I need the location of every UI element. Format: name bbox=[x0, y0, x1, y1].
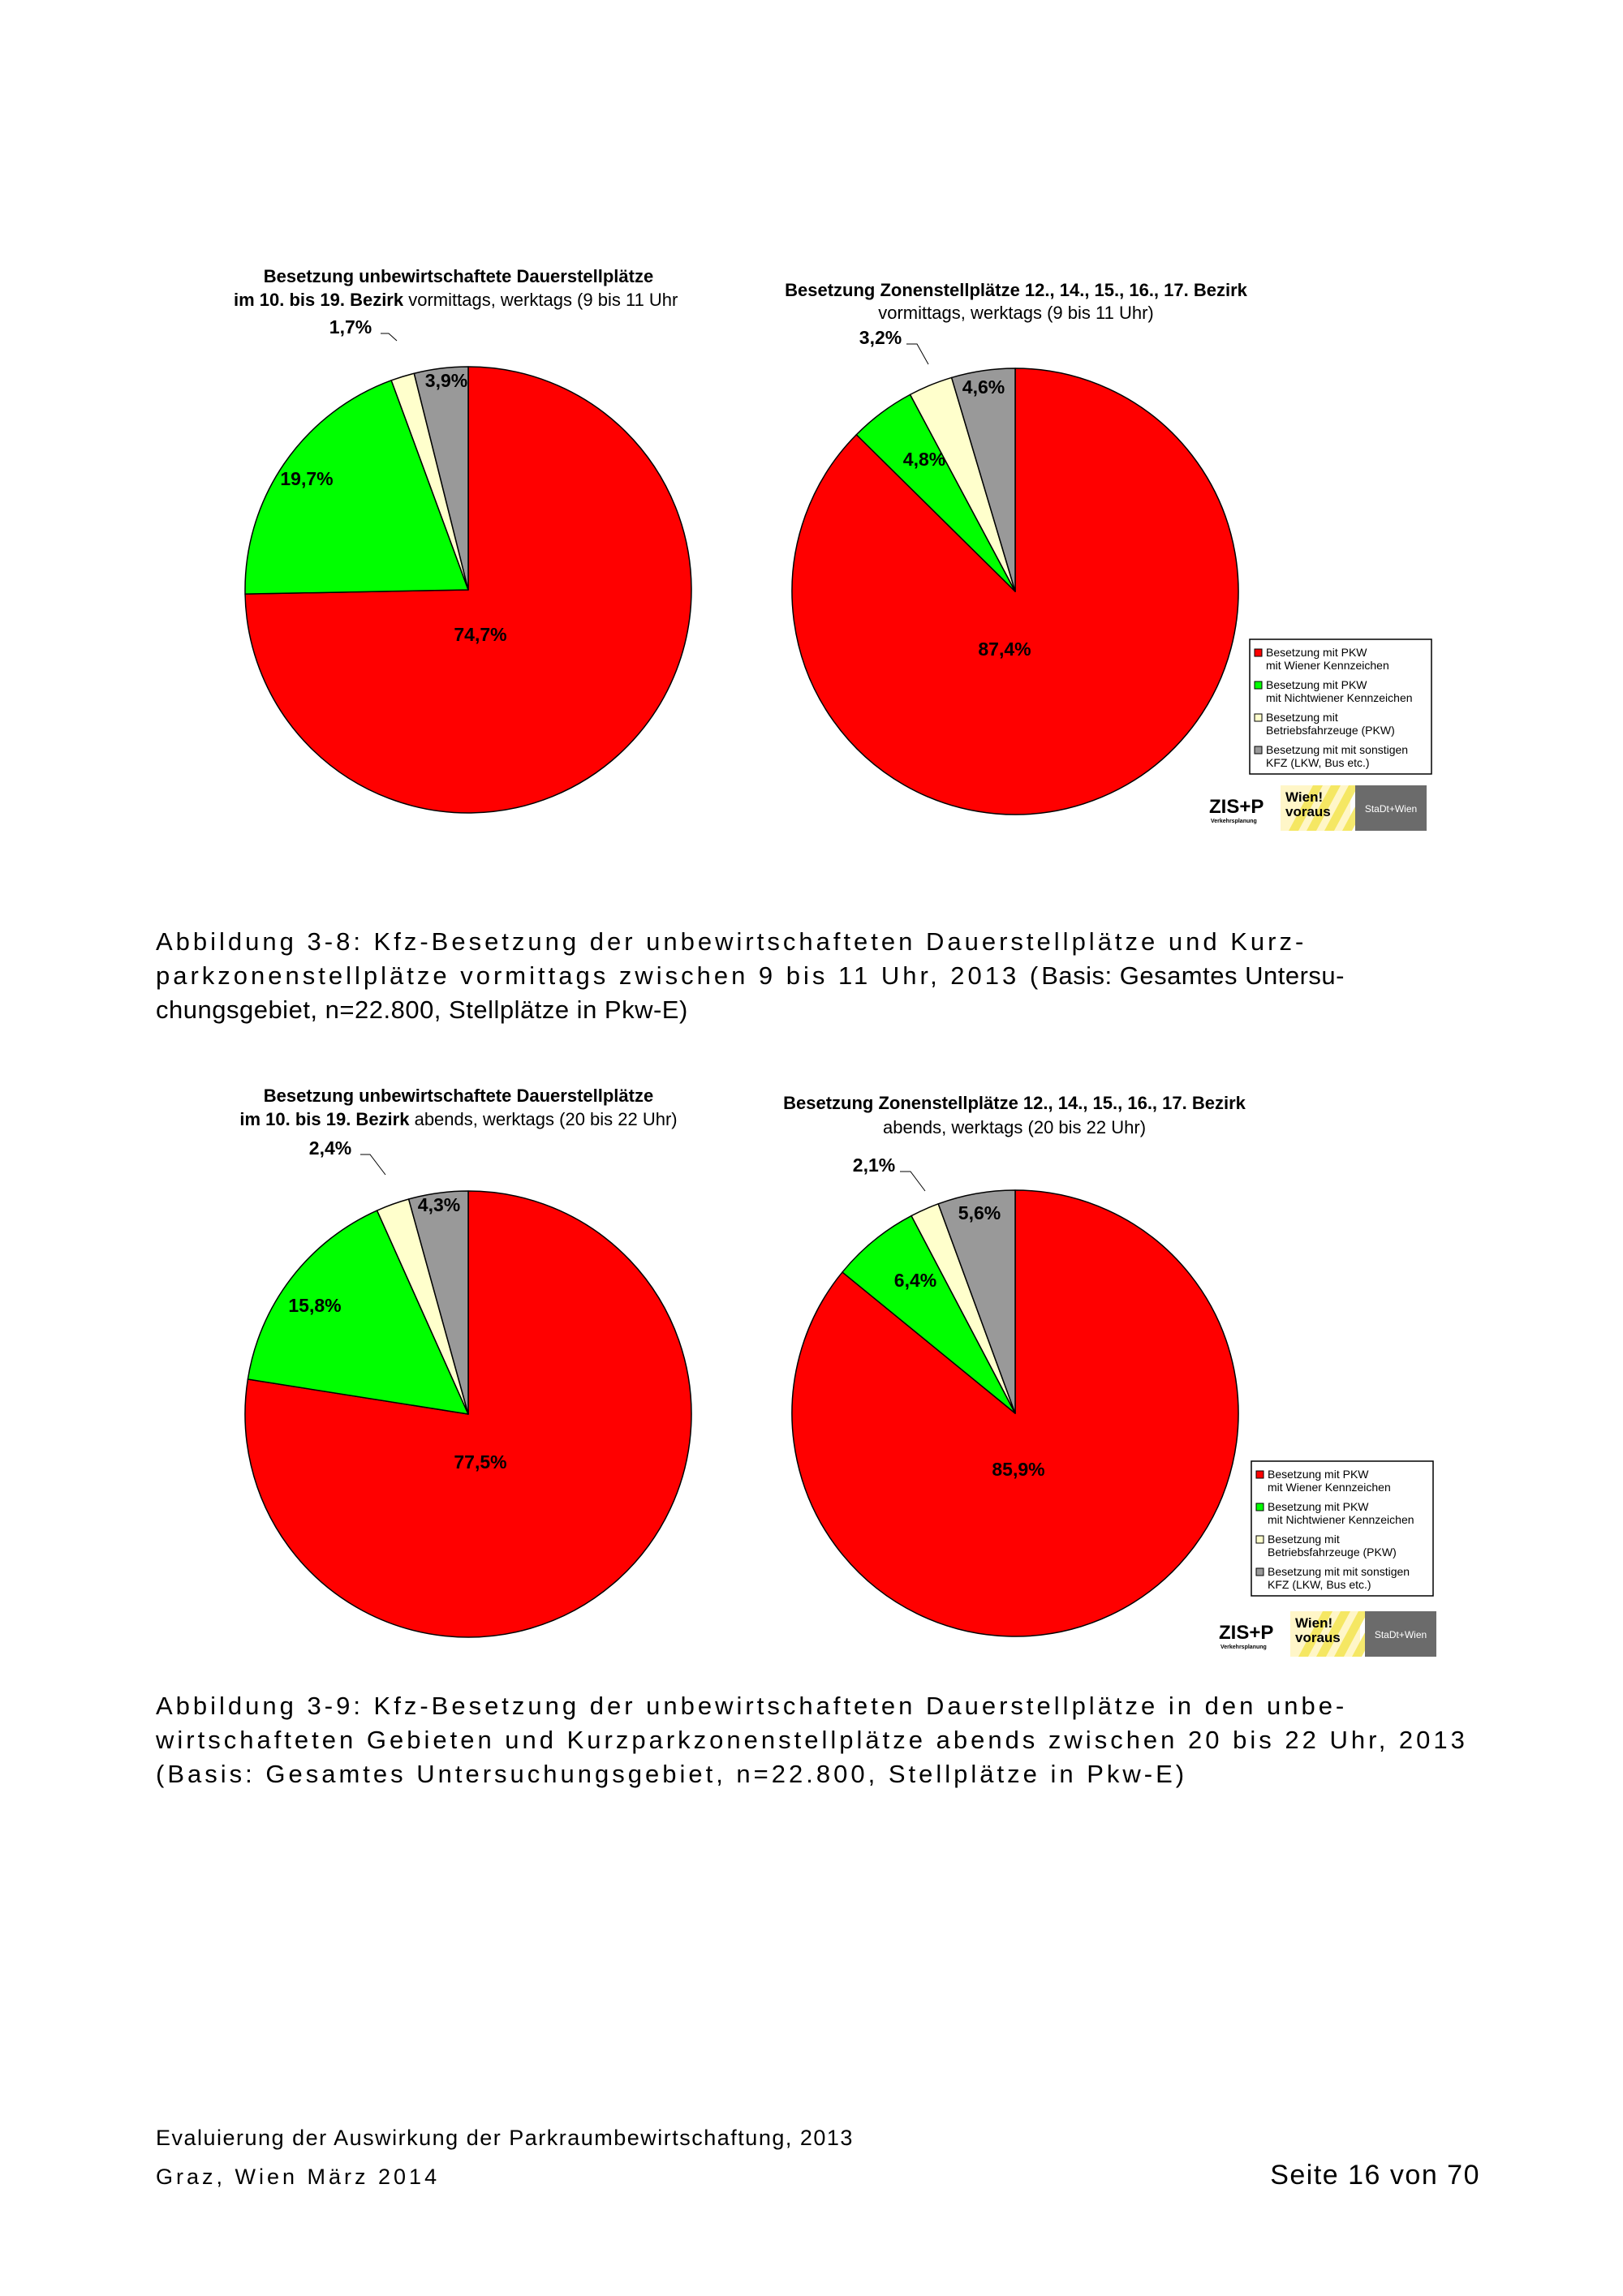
zis-logo: ZIS+P bbox=[1209, 796, 1264, 818]
legend-label-betriebsfahrzeuge: Besetzung mit bbox=[1266, 711, 1338, 724]
pie-data-label-sonstige-kfz: 4,3% bbox=[417, 1194, 461, 1215]
legend-label-wiener-kennzeichen: Besetzung mit PKW bbox=[1268, 1468, 1369, 1481]
zis-logo: ZIS+P bbox=[1219, 1622, 1274, 1644]
figure-3-9-charts bbox=[0, 1063, 1623, 1761]
chart-title-line1: Besetzung unbewirtschaftete Dauerstellplätze bbox=[263, 266, 654, 286]
legend-label-betriebsfahrzeuge: Besetzung mit bbox=[1268, 1533, 1340, 1546]
partner-logos bbox=[1219, 1611, 1436, 1657]
legend-swatch-sonstige-kfz bbox=[1255, 746, 1262, 754]
legend-label-betriebsfahrzeuge-line2: Betriebsfahrzeuge (PKW) bbox=[1266, 724, 1395, 737]
legend-label-sonstige-kfz-line2: KFZ (LKW, Bus etc.) bbox=[1268, 1578, 1371, 1591]
wien-voraus-logo-line1: Wien! bbox=[1295, 1615, 1333, 1631]
pie-data-label-betriebsfahrzeuge: 2,1% bbox=[852, 1154, 896, 1176]
legend-swatch-betriebsfahrzeuge bbox=[1256, 1536, 1264, 1543]
partner-logos bbox=[1209, 785, 1427, 831]
legend-label-nichtwiener-kennzeichen-line2: mit Nichtwiener Kennzeichen bbox=[1266, 691, 1413, 704]
stadt-wien-logo: StaDt+Wien bbox=[1374, 1629, 1427, 1640]
legend-label-wiener-kennzeichen-line2: mit Wiener Kennzeichen bbox=[1268, 1481, 1391, 1494]
legend-label-wiener-kennzeichen-line2: mit Wiener Kennzeichen bbox=[1266, 659, 1389, 672]
pie-data-label-sonstige-kfz: 5,6% bbox=[958, 1202, 1001, 1223]
legend-label-wiener-kennzeichen: Besetzung mit PKW bbox=[1266, 646, 1367, 659]
leader-line bbox=[900, 1172, 925, 1191]
pie-data-label-nichtwiener-kennzeichen: 4,8% bbox=[902, 449, 946, 470]
pie-data-label-nichtwiener-kennzeichen: 6,4% bbox=[893, 1270, 937, 1291]
chart-title-line1: Besetzung unbewirtschaftete Dauerstellplätze bbox=[263, 1086, 654, 1106]
legend-label-nichtwiener-kennzeichen: Besetzung mit PKW bbox=[1266, 678, 1367, 691]
pie-chart-dauerstellplaetze-vormittags bbox=[234, 266, 691, 813]
zis-logo-subtitle: Verkehrsplanung bbox=[1220, 1645, 1267, 1650]
wien-voraus-logo-line2: voraus bbox=[1295, 1630, 1341, 1645]
legend-swatch-betriebsfahrzeuge bbox=[1255, 714, 1262, 721]
chart-title-line2: abends, werktags (20 bis 22 Uhr) bbox=[882, 1117, 1147, 1137]
legend-label-nichtwiener-kennzeichen-line2: mit Nichtwiener Kennzeichen bbox=[1268, 1513, 1414, 1526]
chart-legend bbox=[1250, 639, 1431, 774]
legend-swatch-nichtwiener-kennzeichen bbox=[1255, 681, 1262, 689]
wien-voraus-logo-line1: Wien! bbox=[1285, 789, 1324, 805]
legend-label-nichtwiener-kennzeichen: Besetzung mit PKW bbox=[1268, 1500, 1369, 1513]
pie-chart-zonenstellplaetze-abends bbox=[783, 1093, 1436, 1657]
pie-data-label-wiener-kennzeichen: 77,5% bbox=[454, 1451, 507, 1473]
legend-label-sonstige-kfz: Besetzung mit mit sonstigen bbox=[1268, 1565, 1410, 1578]
footer-page-number: Seite 16 von 70 bbox=[1270, 2160, 1480, 2191]
caption-text: Abbildung 3-8: Kfz-Besetzung der unbewirtschafteten Dauerstellplätze und Kurz-parkzonenstellplätze vormittags zwischen 9 bis 11 Uhr, 2013 ( bbox=[156, 927, 1307, 990]
footer-document-title: Evaluierung der Auswirkung der Parkraumbewirtschaftung, 2013 bbox=[156, 2126, 854, 2150]
pie-data-label-betriebsfahrzeuge: 2,4% bbox=[308, 1137, 352, 1159]
leader-line bbox=[360, 1154, 385, 1175]
chart-title-line2: im 10. bis 19. Bezirk vormittags, werktags (9 bis 11 Uhr bbox=[234, 290, 678, 310]
figure-3-8-caption bbox=[156, 925, 1487, 1027]
pie-chart-dauerstellplaetze-abends bbox=[239, 1086, 691, 1637]
chart-legend bbox=[1251, 1461, 1433, 1596]
pie-data-label-betriebsfahrzeuge: 1,7% bbox=[329, 316, 372, 338]
legend-swatch-nichtwiener-kennzeichen bbox=[1256, 1503, 1264, 1511]
legend-swatch-wiener-kennzeichen bbox=[1256, 1471, 1264, 1478]
pie-data-label-wiener-kennzeichen: 87,4% bbox=[978, 638, 1031, 660]
legend-swatch-sonstige-kfz bbox=[1256, 1568, 1264, 1576]
leader-line bbox=[906, 344, 928, 364]
chart-title-line2: im 10. bis 19. Bezirk abends, werktags (20 bis 22 Uhr) bbox=[239, 1109, 678, 1129]
legend-label-betriebsfahrzeuge-line2: Betriebsfahrzeuge (PKW) bbox=[1268, 1546, 1397, 1559]
pie-chart-zonenstellplaetze-vormittags bbox=[785, 280, 1431, 831]
pie-data-label-wiener-kennzeichen: 74,7% bbox=[454, 624, 507, 645]
legend-label-sonstige-kfz-line2: KFZ (LKW, Bus etc.) bbox=[1266, 756, 1370, 769]
legend-swatch-wiener-kennzeichen bbox=[1255, 649, 1262, 656]
caption-text: Abbildung 3-9: Kfz-Besetzung der unbewirtschafteten Dauerstellplätze in den unbe-wirtschafteten Gebieten und Kurzparkzonenstellplätze abends zwischen 20 bis 22 Uhr, 2013 (Basis: Gesamtes Untersuchungsgebiet, n=22.800, Stellplätze in Pkw-E) bbox=[156, 1692, 1468, 1788]
figure-3-9-caption bbox=[156, 1689, 1487, 1791]
caption-basis: Basis: Gesamtes Untersu-chungsgebiet, n=22.800, Stellplätze in Pkw-E) bbox=[156, 961, 1345, 1024]
pie-data-label-sonstige-kfz: 3,9% bbox=[424, 370, 468, 391]
chart-title-line1: Besetzung Zonenstellplätze 12., 14., 15., 16., 17. Bezirk bbox=[785, 280, 1247, 300]
pie-data-label-betriebsfahrzeuge: 3,2% bbox=[859, 327, 902, 348]
chart-title-line1: Besetzung Zonenstellplätze 12., 14., 15., 16., 17. Bezirk bbox=[783, 1093, 1246, 1113]
footer-place-date: Graz, Wien März 2014 bbox=[156, 2165, 441, 2189]
stadt-wien-logo: StaDt+Wien bbox=[1364, 803, 1418, 815]
pie-data-label-nichtwiener-kennzeichen: 15,8% bbox=[288, 1295, 342, 1316]
leader-line bbox=[381, 333, 397, 341]
figure-3-8-charts bbox=[0, 243, 1623, 941]
wien-voraus-logo-line2: voraus bbox=[1285, 804, 1331, 819]
pie-data-label-sonstige-kfz: 4,6% bbox=[962, 376, 1005, 398]
chart-title-line2: vormittags, werktags (9 bis 11 Uhr) bbox=[878, 303, 1154, 323]
legend-label-sonstige-kfz: Besetzung mit mit sonstigen bbox=[1266, 743, 1409, 756]
pie-data-label-nichtwiener-kennzeichen: 19,7% bbox=[280, 468, 334, 489]
pie-data-label-wiener-kennzeichen: 85,9% bbox=[992, 1459, 1045, 1480]
zis-logo-subtitle: Verkehrsplanung bbox=[1211, 819, 1257, 824]
